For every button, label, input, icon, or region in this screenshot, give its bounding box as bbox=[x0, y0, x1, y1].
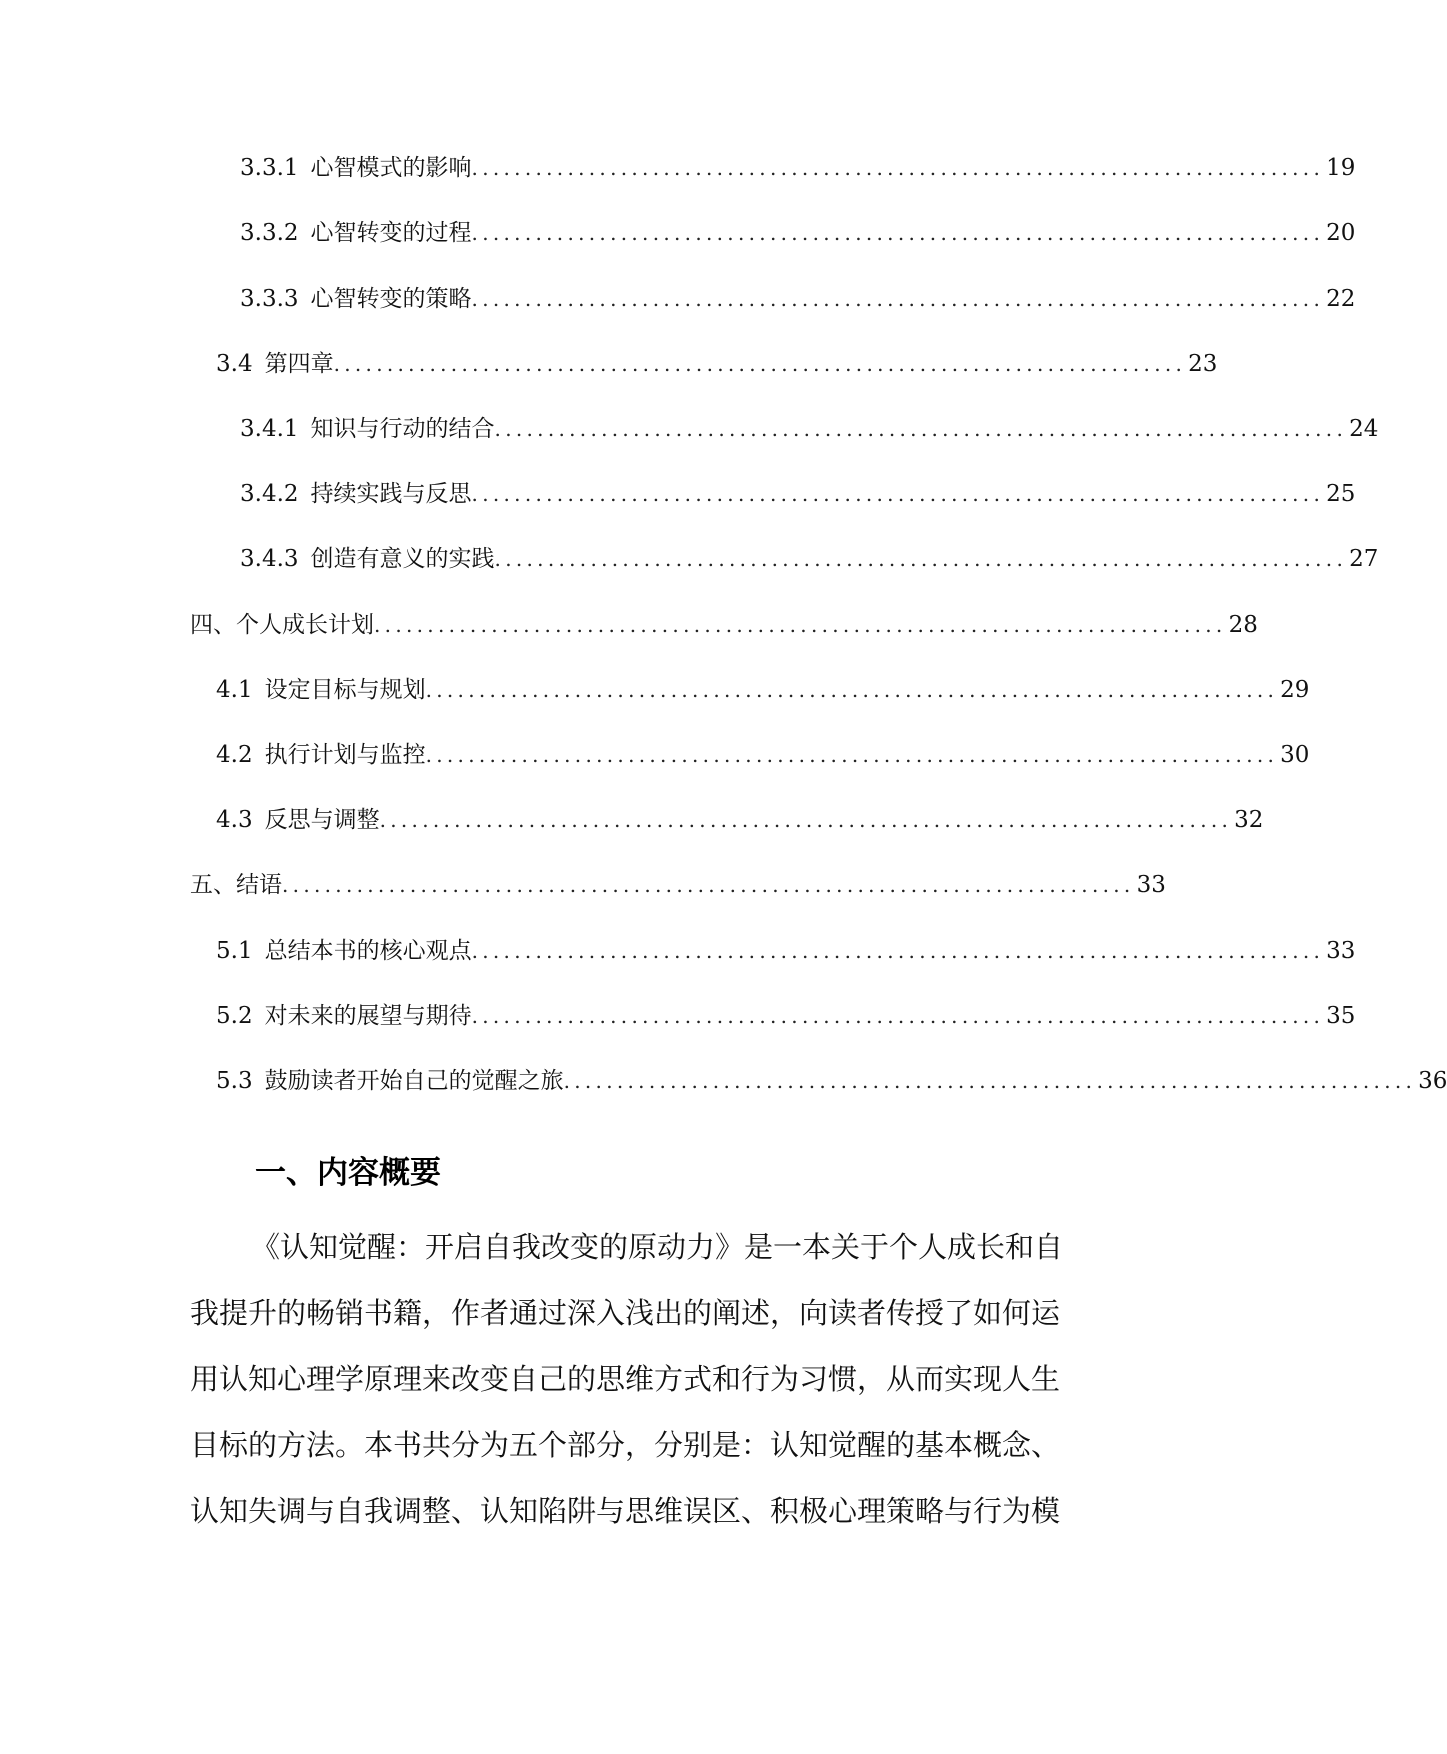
toc-dot-leader: ................................................................................ bbox=[425, 678, 1279, 702]
toc-entry[interactable] bbox=[190, 865, 1166, 905]
toc-entry-number: 3.3.1 bbox=[240, 155, 299, 181]
toc-entry-title: 心智转变的策略 bbox=[310, 286, 472, 312]
toc-entry-title: 持续实践与反思 bbox=[310, 481, 472, 507]
toc-entry-title: 五、结语 bbox=[190, 872, 282, 898]
toc-page-number: 23 bbox=[1188, 351, 1218, 377]
toc-entry-title: 四、个人成长计划 bbox=[190, 612, 374, 638]
toc-page-number: 22 bbox=[1326, 286, 1356, 312]
toc-entry[interactable] bbox=[216, 344, 1218, 384]
toc-entry-title: 第四章 bbox=[264, 351, 334, 377]
toc-page-number: 29 bbox=[1280, 677, 1310, 703]
toc-dot-leader: ................................................................................ bbox=[471, 1004, 1325, 1028]
toc-entry[interactable] bbox=[240, 474, 1356, 514]
toc-entry-number: 3.3.2 bbox=[240, 220, 299, 246]
toc-entry-title: 对未来的展望与期待 bbox=[264, 1003, 472, 1029]
toc-page-number: 36 bbox=[1418, 1068, 1447, 1094]
toc-dot-leader: ................................................................................ bbox=[563, 1069, 1417, 1093]
toc-entry-number: 4.2 bbox=[216, 742, 253, 768]
toc-dot-leader: ................................................................................ bbox=[471, 482, 1325, 506]
toc-entry[interactable] bbox=[240, 148, 1356, 188]
toc-entry-title: 知识与行动的结合 bbox=[310, 416, 495, 442]
toc-entry-number: 3.4.2 bbox=[240, 481, 299, 507]
toc-page-number: 35 bbox=[1326, 1003, 1356, 1029]
toc-entry[interactable] bbox=[216, 670, 1310, 710]
toc-entry-number: 3.3.3 bbox=[240, 286, 299, 312]
toc-entry-title: 总结本书的核心观点 bbox=[264, 938, 472, 964]
section-heading: 一、内容概要 bbox=[255, 1155, 441, 1191]
toc-entry[interactable] bbox=[240, 213, 1356, 253]
toc-entry-title: 反思与调整 bbox=[264, 807, 380, 833]
toc-page-number: 32 bbox=[1234, 807, 1264, 833]
paragraph-line: 我提升的畅销书籍，作者通过深入浅出的阐述，向读者传授了如何运 bbox=[190, 1296, 1061, 1330]
toc-entry[interactable] bbox=[240, 279, 1356, 319]
paragraph-line: 目标的方法。本书共分为五个部分，分别是：认知觉醒的基本概念、 bbox=[190, 1428, 1061, 1462]
toc-entry-number: 3.4.1 bbox=[240, 416, 299, 442]
toc-entry-title: 心智转变的过程 bbox=[310, 220, 472, 246]
toc-dot-leader: ................................................................................ bbox=[379, 808, 1233, 832]
toc-entry[interactable] bbox=[216, 931, 1356, 971]
toc-entry-number: 3.4.3 bbox=[240, 546, 299, 572]
toc-dot-leader: ................................................................................ bbox=[494, 417, 1348, 441]
toc-dot-leader: ................................................................................ bbox=[374, 613, 1227, 637]
toc-page-number: 24 bbox=[1349, 416, 1379, 442]
toc-page-number: 33 bbox=[1136, 872, 1166, 898]
toc-dot-leader: ................................................................................ bbox=[282, 873, 1135, 897]
toc-dot-leader: ................................................................................ bbox=[425, 743, 1279, 767]
toc-entry-number: 5.2 bbox=[216, 1003, 253, 1029]
toc-page-number: 33 bbox=[1326, 938, 1356, 964]
toc-entry-number: 5.1 bbox=[216, 938, 253, 964]
toc-page-number: 28 bbox=[1228, 612, 1258, 638]
toc-dot-leader: ................................................................................ bbox=[494, 547, 1348, 571]
toc-entry[interactable] bbox=[216, 735, 1310, 775]
paragraph-line: 用认知心理学原理来改变自己的思维方式和行为习惯，从而实现人生 bbox=[190, 1362, 1061, 1396]
toc-entry-number: 4.3 bbox=[216, 807, 253, 833]
toc-entry[interactable] bbox=[216, 996, 1356, 1036]
toc-entry[interactable] bbox=[190, 605, 1258, 645]
toc-dot-leader: ................................................................................ bbox=[471, 939, 1325, 963]
toc-entry[interactable] bbox=[216, 1061, 1447, 1101]
toc-entry-title: 创造有意义的实践 bbox=[310, 546, 495, 572]
toc-dot-leader: ................................................................................ bbox=[471, 287, 1325, 311]
toc-page-number: 30 bbox=[1280, 742, 1310, 768]
toc-entry[interactable] bbox=[216, 800, 1264, 840]
toc-dot-leader: ................................................................................ bbox=[333, 352, 1187, 376]
toc-entry-title: 心智模式的影响 bbox=[310, 155, 472, 181]
toc-entry-title: 执行计划与监控 bbox=[264, 742, 426, 768]
toc-entry-number: 3.4 bbox=[216, 351, 253, 377]
toc-dot-leader: ................................................................................ bbox=[471, 221, 1325, 245]
toc-entry-number: 5.3 bbox=[216, 1068, 253, 1094]
toc-page-number: 25 bbox=[1326, 481, 1356, 507]
toc-page-number: 20 bbox=[1326, 220, 1356, 246]
toc-dot-leader: ................................................................................ bbox=[471, 156, 1325, 180]
toc-entry[interactable] bbox=[240, 409, 1379, 449]
toc-page-number: 27 bbox=[1349, 546, 1379, 572]
toc-page-number: 19 bbox=[1326, 155, 1356, 181]
paragraph-line: 认知失调与自我调整、认知陷阱与思维误区、积极心理策略与行为模 bbox=[190, 1494, 1061, 1528]
toc-entry[interactable] bbox=[240, 539, 1379, 579]
paragraph-line: 《认知觉醒：开启自我改变的原动力》是一本关于个人成长和自 bbox=[251, 1230, 1064, 1264]
toc-entry-number: 4.1 bbox=[216, 677, 253, 703]
toc-entry-title: 设定目标与规划 bbox=[264, 677, 426, 703]
toc-entry-title: 鼓励读者开始自己的觉醒之旅 bbox=[264, 1068, 564, 1094]
